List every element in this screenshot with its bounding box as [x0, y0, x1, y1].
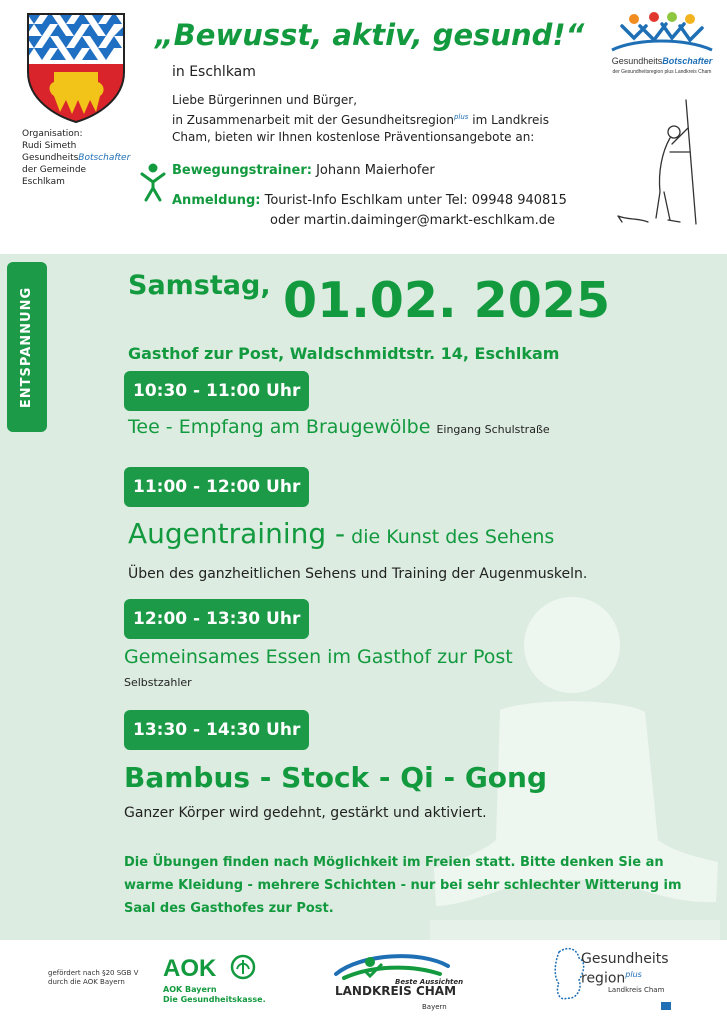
- session-note: Eingang Schulstraße: [436, 423, 550, 436]
- session-title: [128, 416, 550, 438]
- organisation-info: [22, 128, 130, 188]
- closing-note: Die Übungen finden nach Möglichkeit im Freien statt. Bitte denken Sie an warme Kleidung - mehrere Schichten - nur bei sehr schlechter Witterung im Saal des Gasthofes zur Post.: [124, 855, 682, 916]
- session-title: Gemeinsames Essen im Gasthof zur Post: [124, 646, 513, 668]
- intro-plus: plus: [453, 113, 469, 121]
- aok-line-2: Die Gesundheitskasse.: [163, 995, 266, 1004]
- time-badge: 13:30 - 14:30 Uhr: [124, 710, 309, 750]
- organisation-person: Rudi Simeth: [22, 141, 77, 151]
- trainer-label: Bewegungstrainer:: [172, 163, 312, 178]
- registration-email[interactable]: oder martin.daiminger@markt-eschlkam.de: [270, 213, 556, 228]
- municipal-coat-of-arms: [26, 12, 126, 124]
- intro-line-3: Cham, bieten wir Ihnen kostenlose Präventionsangebote an:: [172, 130, 535, 144]
- page-title: „Bewusst, aktiv, gesund!“: [155, 18, 585, 52]
- logo-top-sub: der Gesundheitsregion plus Landkreis Cham: [612, 69, 712, 75]
- cham-tagline: Beste Aussichten: [395, 978, 464, 986]
- time-badge: 10:30 - 11:00 Uhr: [124, 371, 309, 411]
- intro-line-2: [172, 109, 572, 129]
- organisation-label: Organisation:: [22, 129, 83, 139]
- gesundheitsbotschafter-logo: [606, 8, 718, 78]
- aok-logo-text: AOK: [163, 955, 217, 982]
- category-tab-label-wrap: [7, 262, 47, 432]
- intro-text: [172, 92, 572, 146]
- cham-name: LANDKREIS CHAM: [335, 984, 457, 998]
- time-badge: 12:00 - 13:30 Uhr: [124, 599, 309, 639]
- organisation-role-a: Gesundheits: [22, 153, 79, 163]
- region-name-a: Gesundheits: [581, 951, 669, 967]
- registration-info: [172, 191, 567, 231]
- time-badge: 11:00 - 12:00 Uhr: [124, 467, 309, 507]
- cham-state: Bayern: [422, 1003, 447, 1011]
- region-name-b: region: [581, 970, 626, 987]
- intro-line-2a: in Zusammenarbeit mit der Gesundheitsregion: [172, 113, 454, 127]
- session-title-text: Tee - Empfang am Braugewölbe: [128, 416, 431, 438]
- session-title-text: Augentraining -: [128, 517, 346, 550]
- session-description: Üben des ganzheitlichen Sehens und Training der Augenmuskeln.: [128, 566, 588, 582]
- funding-line-2: durch die AOK Bayern: [48, 978, 125, 986]
- intro-line-1: Liebe Bürgerinnen und Bürger,: [172, 93, 358, 107]
- organisation-role-b: Botschafter: [78, 153, 131, 163]
- page-subtitle: in Eschlkam: [172, 64, 256, 80]
- trainer-name: Johann Maierhofer: [311, 163, 435, 178]
- session-description: Selbstzahler: [124, 676, 192, 689]
- funding-note: [48, 969, 138, 987]
- session-title: Bambus - Stock - Qi - Gong: [124, 761, 548, 794]
- event-venue: Gasthof zur Post, Waldschmidtstr. 14, Eschlkam: [128, 344, 560, 363]
- region-subtitle: Landkreis Cham: [608, 986, 665, 994]
- trainer-info: [172, 163, 435, 178]
- person-icon: [140, 162, 166, 202]
- session-description: Ganzer Körper wird gedehnt, gestärkt und aktiviert.: [124, 805, 487, 821]
- organisation-line4: der Gemeinde: [22, 165, 87, 175]
- session-title: [128, 517, 554, 550]
- stick-exercise-sketch: [608, 92, 718, 232]
- registration-phone: Tourist-Info Eschlkam unter Tel: 09948 940815: [260, 193, 567, 208]
- region-name-b-wrap: [581, 967, 669, 987]
- category-tab-label: ENTSPANNUNG: [19, 286, 35, 408]
- event-date: 01.02. 2025: [283, 272, 611, 329]
- svg-text:GesundheitsBotschafter: [612, 56, 713, 66]
- organisation-line5: Eschlkam: [22, 177, 65, 187]
- logo-top-name-a: Gesundheits: [611, 56, 663, 66]
- intro-line-2b: im Landkreis: [468, 113, 549, 127]
- aok-line-1: AOK Bayern: [163, 985, 217, 994]
- registration-label: Anmeldung:: [172, 193, 261, 208]
- logo-top-name-b: Botschafter: [662, 56, 713, 66]
- funding-line-1: gefördert nach §20 SGB V: [48, 969, 139, 977]
- event-day: Samstag,: [128, 270, 271, 301]
- aok-name: [163, 985, 266, 1005]
- region-plus: plus: [625, 970, 642, 979]
- region-name: [581, 952, 669, 987]
- organisation-role: [22, 152, 130, 164]
- session-title-sub: die Kunst des Sehens: [345, 526, 555, 548]
